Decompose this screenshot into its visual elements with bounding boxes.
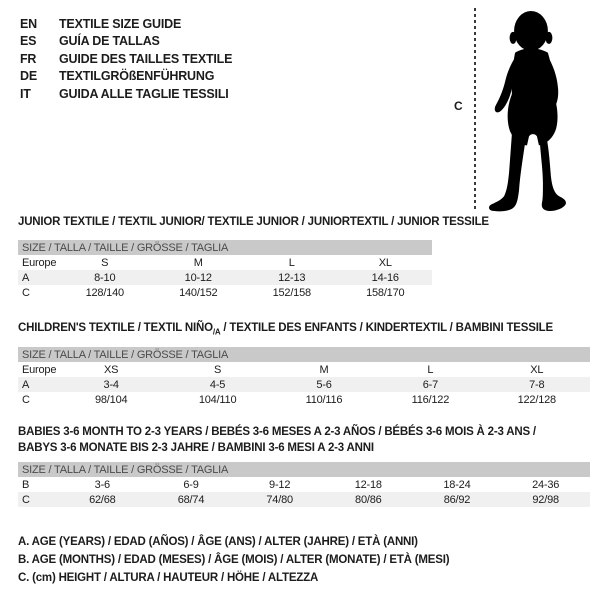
table-row-height <box>18 392 590 407</box>
row-label: Europe <box>22 363 57 376</box>
value-cell: 8-10 <box>94 271 116 284</box>
table-row-height <box>18 285 432 300</box>
size-header-row <box>18 347 590 362</box>
value-cell: 24-36 <box>532 478 560 491</box>
table-row-months <box>18 477 590 492</box>
size-cell: M <box>193 256 203 269</box>
value-cell: 3-4 <box>103 378 119 391</box>
height-figure <box>440 0 600 215</box>
junior-size-table <box>18 240 432 300</box>
value-cell: 4-5 <box>209 378 226 391</box>
language-row-fr <box>20 50 232 68</box>
row-label: A <box>22 271 30 284</box>
table-row-age <box>18 377 590 392</box>
row-label: B <box>22 478 30 491</box>
value-cell: 68/74 <box>177 493 205 506</box>
value-cell: 152/158 <box>272 286 311 299</box>
language-code: FR <box>20 51 37 66</box>
table-row-age <box>18 270 432 285</box>
size-header-row <box>18 240 432 255</box>
value-cell: 9-12 <box>269 478 291 491</box>
legend-line-c: C. (cm) HEIGHT / ALTURA / HAUTEUR / HÖHE / ALTEZZA <box>18 572 319 584</box>
babies-size-table <box>18 462 590 507</box>
value-cell: 18-24 <box>443 478 471 491</box>
size-cell: L <box>427 363 434 376</box>
size-cell: XS <box>104 363 119 376</box>
section-title-children <box>18 320 553 340</box>
language-title: TEXTILE SIZE GUIDE <box>59 16 182 31</box>
value-cell: 140/152 <box>179 286 218 299</box>
size-header-bar: SIZE / TALLA / TAILLE / GRÖSSE / TAGLIA <box>18 462 590 477</box>
size-cell: M <box>319 363 329 376</box>
value-cell: 92/98 <box>532 493 559 506</box>
value-cell: 3-6 <box>94 478 110 491</box>
children-size-table <box>18 347 590 407</box>
language-row-de <box>20 68 232 86</box>
language-header <box>20 15 232 103</box>
value-cell: 10-12 <box>184 271 212 284</box>
language-code: EN <box>20 16 37 31</box>
value-cell: 86/92 <box>443 493 471 506</box>
title-subscript: /A <box>212 327 221 337</box>
toddler-silhouette-icon <box>481 8 576 212</box>
row-label: C <box>22 493 30 506</box>
size-cell: S <box>214 363 222 376</box>
table-row-europe <box>18 362 590 377</box>
value-cell: 128/140 <box>85 286 124 299</box>
value-cell: 5-6 <box>316 378 332 391</box>
size-header-bar: SIZE / TALLA / TAILLE / GRÖSSE / TAGLIA <box>18 347 590 362</box>
title-text: CHILDREN'S TEXTILE / TEXTIL NIÑO <box>18 322 213 334</box>
size-cell: XL <box>378 256 392 269</box>
title-text: / TEXTILE DES ENFANTS / KINDERTEXTIL / BAMBINI TESSILE <box>220 322 553 334</box>
table-row-height <box>18 492 590 507</box>
measure-legend <box>18 533 449 587</box>
value-cell: 122/128 <box>517 393 556 406</box>
language-title: GUIDE DES TAILLES TEXTILE <box>59 51 233 66</box>
value-cell: 110/116 <box>305 393 343 406</box>
row-label: C <box>22 393 30 406</box>
value-cell: 62/68 <box>89 493 116 506</box>
value-cell: 116/122 <box>411 393 450 406</box>
value-cell: 12-18 <box>354 478 382 491</box>
language-row-en <box>20 15 232 33</box>
legend-line-b: B. AGE (MONTHS) / EDAD (MESES) / ÂGE (MOIS) / ALTER (MONATE) / ETÀ (MESI) <box>18 554 450 566</box>
row-label: Europe <box>22 256 57 269</box>
size-header-bar: SIZE / TALLA / TAILLE / GRÖSSE / TAGLIA <box>18 240 432 255</box>
language-code: IT <box>20 86 31 101</box>
value-cell: 12-13 <box>278 271 306 284</box>
size-header-row <box>18 462 590 477</box>
height-dotted-line <box>474 8 476 210</box>
table-row-europe <box>18 255 432 270</box>
value-cell: 7-8 <box>529 378 545 391</box>
value-cell: 6-9 <box>183 478 199 491</box>
value-cell: 80/86 <box>355 493 382 506</box>
value-cell: 6-7 <box>422 378 439 391</box>
row-label: C <box>22 286 30 299</box>
value-cell: 104/110 <box>198 393 237 406</box>
language-code: DE <box>20 69 37 84</box>
size-cell: L <box>288 256 295 269</box>
value-cell: 14-16 <box>371 271 399 284</box>
language-title: GUÍA DE TALLAS <box>59 34 160 49</box>
value-cell: 98/104 <box>94 393 128 406</box>
language-title: GUIDA ALLE TAGLIE TESSILI <box>59 86 229 101</box>
size-cell: XL <box>530 363 544 376</box>
row-label: A <box>22 378 30 391</box>
height-measure-label: C <box>454 99 463 113</box>
language-row-es <box>20 33 232 51</box>
legend-line-a: A. AGE (YEARS) / EDAD (AÑOS) / ÂGE (ANS) / ALTER (JAHRE) / ETÀ (ANNI) <box>18 536 418 548</box>
language-row-it <box>20 85 232 103</box>
value-cell: 74/80 <box>266 493 293 506</box>
value-cell: 158/170 <box>366 286 405 299</box>
section-title-babies <box>18 424 536 456</box>
language-title: TEXTILGRÖßENFÜHRUNG <box>59 69 215 84</box>
language-code: ES <box>20 34 37 49</box>
title-line-1: BABIES 3-6 MONTH TO 2-3 YEARS / BEBÉS 3-6 MESES A 2-3 AÑOS / BÉBÉS 3-6 MOIS À 2-3 ANS / <box>18 426 536 438</box>
title-line-2: BABYS 3-6 MONATE BIS 2-3 JAHRE / BAMBINI 3-6 MESI A 2-3 ANNI <box>18 442 374 454</box>
section-title-junior: JUNIOR TEXTILE / TEXTIL JUNIOR/ TEXTILE JUNIOR / JUNIORTEXTIL / JUNIOR TESSILE <box>18 216 489 228</box>
size-cell: S <box>101 256 109 269</box>
